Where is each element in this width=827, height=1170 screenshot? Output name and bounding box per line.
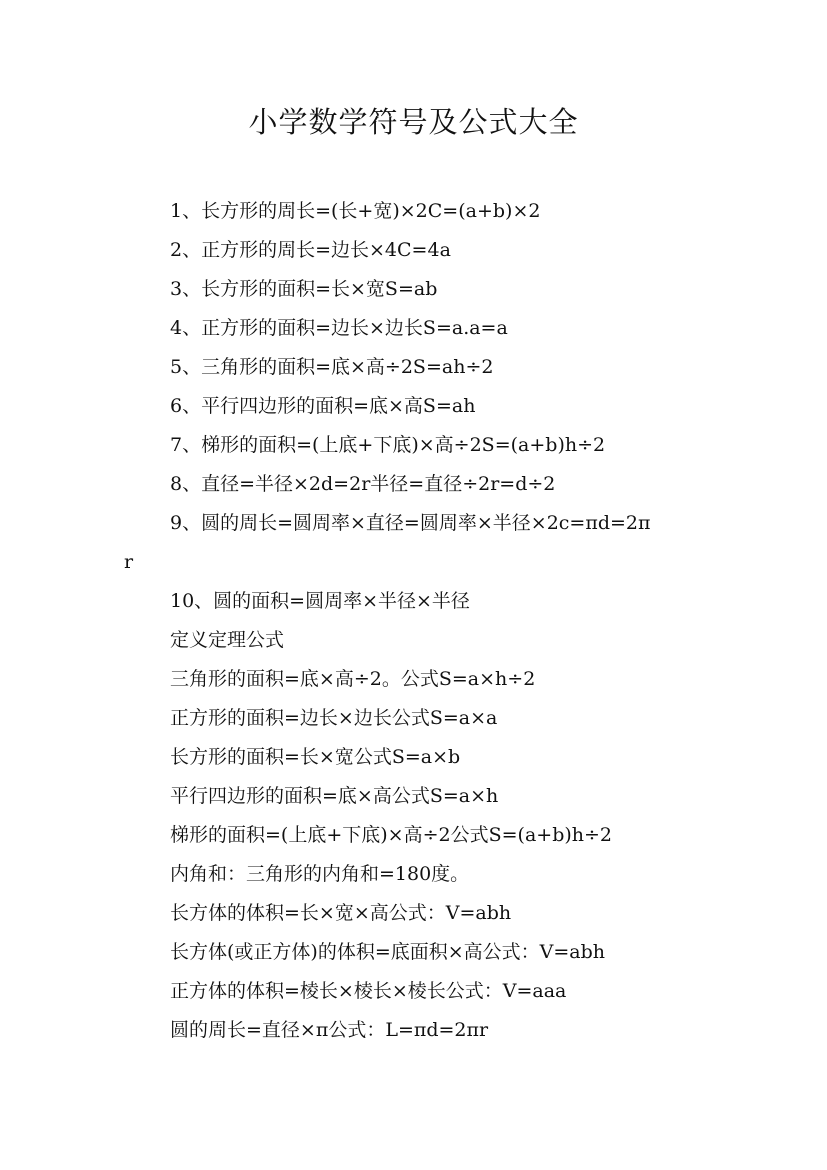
definition-line-8: 长方体(或正方体)的体积=底面积×高公式：V=abh [170,941,606,963]
formula-line-9-continued: r [124,551,134,573]
definition-line-3: 长方形的面积=长×宽公式S=a×b [170,746,461,768]
definition-line-7: 长方体的体积=长×宽×高公式：V=abh [170,902,512,924]
section-heading: 定义定理公式 [170,629,285,651]
formula-line-10: 10、圆的面积=圆周率×半径×半径 [170,590,470,612]
formula-line-2: 2、正方形的周长=边长×4C=4a [170,239,451,261]
formula-line-7: 7、梯形的面积=(上底+下底)×高÷2S=(a+b)h÷2 [170,434,606,456]
definition-line-9: 正方体的体积=棱长×棱长×棱长公式：V=aaa [170,980,567,1002]
definition-line-2: 正方形的面积=边长×边长公式S=a×a [170,707,498,729]
formula-line-1: 1、长方形的周长=(长+宽)×2C=(a+b)×2 [170,200,541,222]
definition-line-4: 平行四边形的面积=底×高公式S=a×h [170,785,499,807]
definition-line-6: 内角和：三角形的内角和=180度。 [170,863,470,885]
formula-line-6: 6、平行四边形的面积=底×高S=ah [170,395,476,417]
formula-line-8: 8、直径=半径×2d=2r半径=直径÷2r=d÷2 [170,473,556,495]
formula-list [124,192,714,1050]
definition-line-10: 圆的周长=直径×π公式：L=πd=2πr [170,1019,489,1041]
definition-line-1: 三角形的面积=底×高÷2。公式S=a×h÷2 [170,668,536,690]
definition-line-5: 梯形的面积=(上底+下底)×高÷2公式S=(a+b)h÷2 [170,824,613,846]
formula-line-3: 3、长方形的面积=长×宽S=ab [170,278,438,300]
formula-line-4: 4、正方形的面积=边长×边长S=a.a=a [170,317,508,339]
formula-line-5: 5、三角形的面积=底×高÷2S=ah÷2 [170,356,494,378]
document-title: 小学数学符号及公式大全 [248,105,579,139]
formula-line-9: 9、圆的周长=圆周率×直径=圆周率×半径×2c=πd=2π [170,512,651,534]
